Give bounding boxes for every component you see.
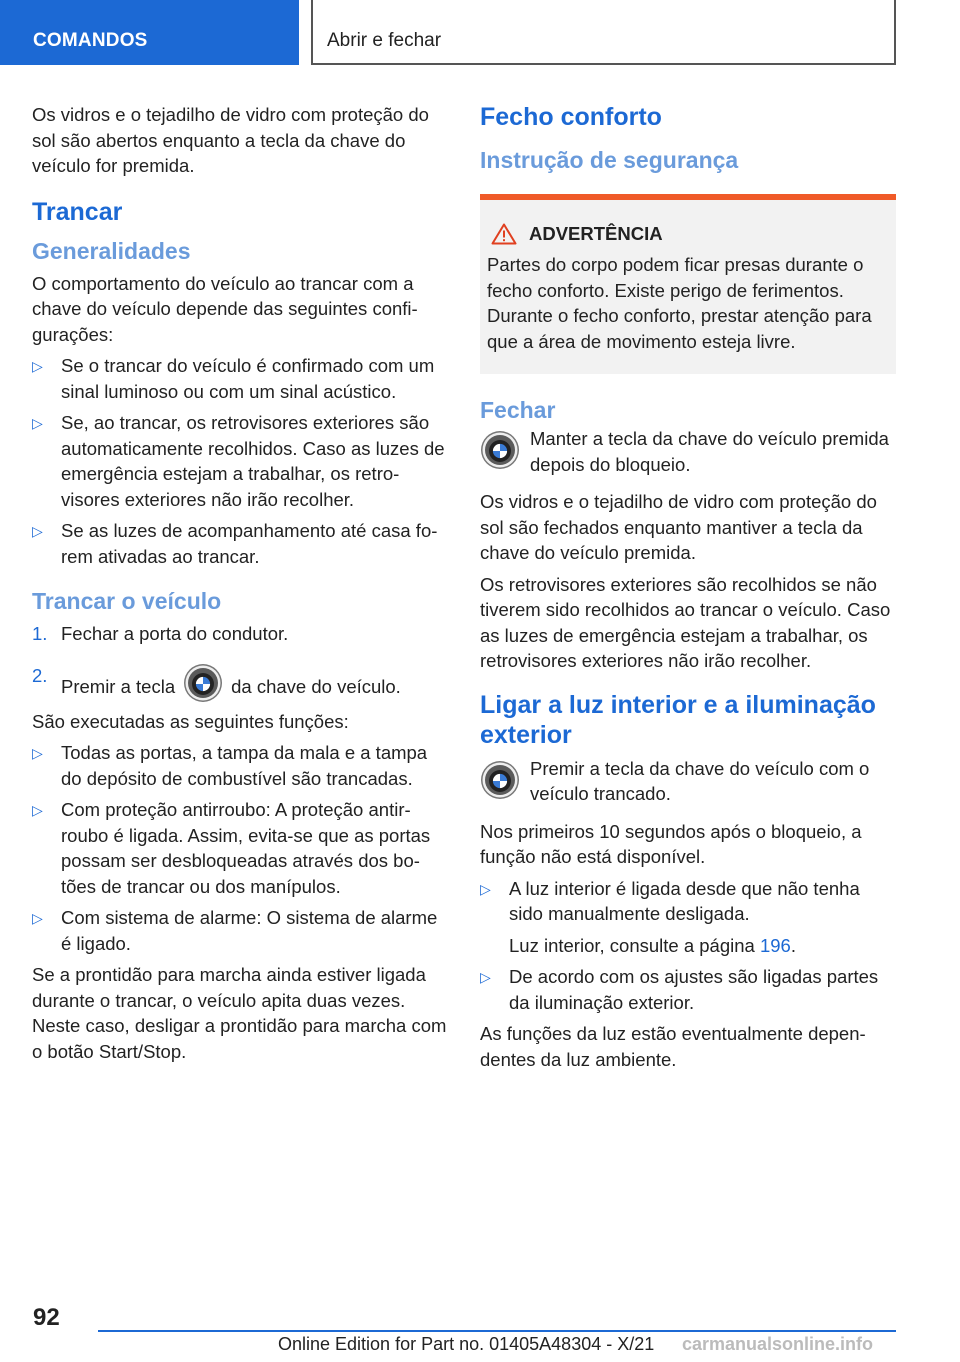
intro-paragraph: Os vidros e o tejadilho de vidro com proteção do sol são abertos enquanto a tecla da chave do veículo for premida. <box>32 104 429 176</box>
footer-divider <box>98 1330 896 1332</box>
fechar-paragraph-1: Os vidros e o tejadilho de vidro com proteção do sol são fechados enquanto mantiver a tecla da chave do veículo premida. <box>480 491 877 563</box>
triangle-right-icon: ▷ <box>32 745 43 761</box>
ligar-paragraph: Nos primeiros 10 segundos após o bloqueio, a função não está disponível. <box>480 820 862 867</box>
ambiente-paragraph: As funções da luz estão eventualmente dependentes da luz ambiente. <box>480 1023 866 1070</box>
header-chapter-tab <box>311 0 896 65</box>
footer-edition: Online Edition for Part no. 01405A48304 - X/21 <box>278 1334 655 1354</box>
heading-trancar: Trancar <box>32 197 123 226</box>
triangle-right-icon: ▷ <box>32 802 43 818</box>
list-item: ▷ Se o trancar do veículo é confirmado com um sinal luminoso ou com um sinal acústico. <box>32 355 435 402</box>
list-item: ▷ De acordo com os ajustes são ligadas partes da iluminação exterior. <box>480 966 879 1013</box>
triangle-right-icon: ▷ <box>32 415 43 431</box>
ligar-key-instruction: Premir a tecla da chave do veículo com o veículo trancado. <box>480 756 896 807</box>
funcoes-list <box>32 740 448 956</box>
bmw-key-button-icon <box>480 430 520 470</box>
funcoes-paragraph: São executadas as seguintes funções: <box>32 710 349 732</box>
generalidades-list <box>32 353 448 569</box>
step-item: 1. Fechar a porta do condutor. <box>32 623 289 644</box>
list-item: ▷ Todas as portas, a tampa da mala e a tampa do depósito de combustível são trancadas. <box>32 742 428 789</box>
list-item: ▷ Com sistema de alarme: O sistema de alarme é ligado. <box>32 907 438 954</box>
header-section-title: COMANDOS <box>33 30 148 51</box>
trancar-steps <box>32 621 448 703</box>
warning-triangle-icon <box>491 223 517 245</box>
warning-title: ADVERTÊNCIA <box>529 223 663 244</box>
header-section-tab <box>0 0 299 65</box>
bmw-key-button-icon <box>183 663 223 703</box>
warning-text: Partes do corpo podem ficar presas durante o fecho conforto. Existe perigo de ferimentos. Durante o fecho conforto, prestar atenção para que a área de movimento esteja livre. <box>487 254 872 352</box>
footer-watermark: carmanualsonline.info <box>682 1334 874 1354</box>
triangle-right-icon: ▷ <box>480 880 491 897</box>
step-item: 2. Premir a tecla da chave do veículo. <box>32 663 448 703</box>
heading-ligar-luz: Ligar a luz interior e a iluminação exterior <box>480 690 876 749</box>
bmw-key-button-icon <box>480 760 520 800</box>
final-paragraph: Se a prontidão para marcha ainda estiver ligada durante o trancar, o veículo apita duas vezes. Neste caso, desligar a prontidão para marcha com o botão Start/Stop. <box>32 964 447 1062</box>
heading-trancar-veiculo: Trancar o veículo <box>32 588 222 614</box>
triangle-right-icon: ▷ <box>32 358 43 374</box>
fechar-key-instruction: Manter a tecla da chave do veículo premida depois do bloqueio. <box>480 426 896 477</box>
heading-fecho-conforto: Fecho conforto <box>480 103 662 131</box>
left-column <box>32 102 448 1070</box>
list-item: ▷ Com proteção antirroubo: A proteção antirroubo é ligada. Assim, evita-se que as portas possam ser desbloqueadas através dos botões de trancar ou dos manípulos. <box>32 799 431 897</box>
list-item: ▷ Se, ao trancar, os retrovisores exteriores são automaticamente recolhidos. Caso as luzes de emergência estejam a trabalhar, os retrovisores exteriores não irão recolher. <box>32 412 445 510</box>
triangle-right-icon: ▷ <box>32 910 43 926</box>
header-chapter-title: Abrir e fechar <box>327 30 442 51</box>
triangle-right-icon: ▷ <box>480 969 491 985</box>
list-item: ▷ A luz interior é ligada desde que não tenha sido manualmente desligada. Luz interior, consulte a página 196. <box>480 877 860 956</box>
ligar-list <box>480 876 896 1016</box>
list-item: ▷ Se as luzes de acompanhamento até casa forem ativadas ao trancar. <box>32 520 438 567</box>
generalidades-paragraph: O comportamento do veículo ao trancar com a chave do veículo depende das seguintes configurações: <box>32 272 418 345</box>
fechar-paragraph-2: Os retrovisores exteriores são recolhidos se não tiverem sido recolhidos ao trancar o veículo. Caso as luzes de emergência estejam a trabalhar, os retrovisores exteriores não irão recolher. <box>480 573 891 671</box>
warning-box <box>480 194 896 374</box>
heading-fechar: Fechar <box>480 397 556 423</box>
page-number: 92 <box>33 1304 60 1331</box>
heading-generalidades: Generalidades <box>32 237 191 264</box>
triangle-right-icon: ▷ <box>32 523 43 539</box>
right-column <box>480 102 896 1078</box>
page-reference-link[interactable]: 196 <box>759 934 791 956</box>
heading-instrucao-seguranca: Instrução de segurança <box>480 147 739 173</box>
